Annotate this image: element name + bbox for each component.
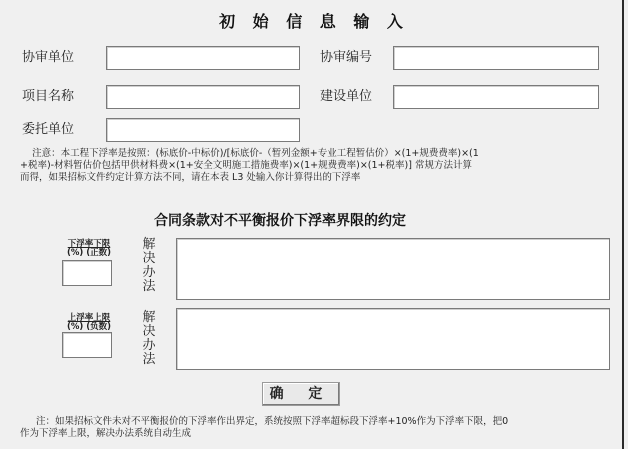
calculation-note-line2: +税率)-材料暂估价包括甲供材料费×(1+安全文明施工措施费率)×(1+规费费率)×(1+税率)] 常规方法计算	[20, 160, 472, 171]
client-unit-label: 委托单位	[22, 122, 75, 137]
lower-resolution-textarea[interactable]	[176, 238, 610, 300]
construction-unit-input[interactable]	[393, 85, 599, 109]
reviewer-unit-input[interactable]	[106, 46, 300, 70]
resolve-char: 决	[142, 324, 156, 339]
window-right-border	[622, 0, 624, 449]
calculation-note	[20, 148, 620, 184]
upper-limit-label	[58, 314, 120, 332]
resolve-char: 法	[142, 352, 156, 367]
lower-limit-input[interactable]	[62, 260, 112, 286]
client-unit-input[interactable]	[106, 118, 300, 142]
resolve-char: 法	[142, 279, 156, 294]
lower-limit-label	[58, 240, 120, 258]
lower-resolution-label	[142, 238, 156, 294]
resolve-char: 解	[142, 310, 156, 325]
upper-resolution-textarea[interactable]	[176, 308, 610, 370]
reviewer-unit-label: 协审单位	[22, 50, 75, 65]
upper-limit-label-line1: 上浮率上限	[67, 313, 111, 323]
resolve-char: 办	[142, 338, 156, 353]
resolve-char: 解	[142, 237, 156, 252]
upper-limit-label-line2: (%) (负数)	[66, 322, 111, 332]
section-title: 合同条款对不平衡报价下浮率界限的约定	[154, 213, 406, 229]
lower-limit-label-line2: (%) (正数)	[66, 248, 111, 258]
confirm-button[interactable]: 确 定	[262, 382, 340, 406]
project-name-input[interactable]	[106, 85, 300, 109]
lower-limit-label-line1: 下浮率下限	[67, 239, 111, 249]
project-name-label: 项目名称	[22, 89, 75, 104]
resolve-char: 办	[142, 265, 156, 280]
default-rule-note-line1: 注：如果招标文件未对不平衡报价的下浮率作出界定，系统按照下浮率超标段下浮率+10%作为下浮率下限，把0	[36, 416, 509, 427]
construction-unit-label: 建设单位	[320, 89, 373, 104]
default-rule-note-line2: 作为下浮率上限，解决办法系统自动生成	[20, 428, 192, 439]
form-title: 初 始 信 息 输 入	[219, 12, 409, 31]
review-number-label: 协审编号	[320, 50, 373, 65]
review-number-input[interactable]	[393, 46, 599, 70]
calculation-note-line3: 而得，如果招标文件约定计算方法不同，请在本表 L3 处输入你计算得出的下浮率	[20, 172, 361, 183]
upper-limit-input[interactable]	[62, 332, 112, 358]
upper-resolution-label	[142, 311, 156, 367]
resolve-char: 决	[142, 251, 156, 266]
calculation-note-line1: 注意：本工程下浮率是按照：(标底价-中标价)/[标底价-（暂列金额+专业工程暂估价）×(1+规费费率)×(1	[20, 148, 479, 159]
